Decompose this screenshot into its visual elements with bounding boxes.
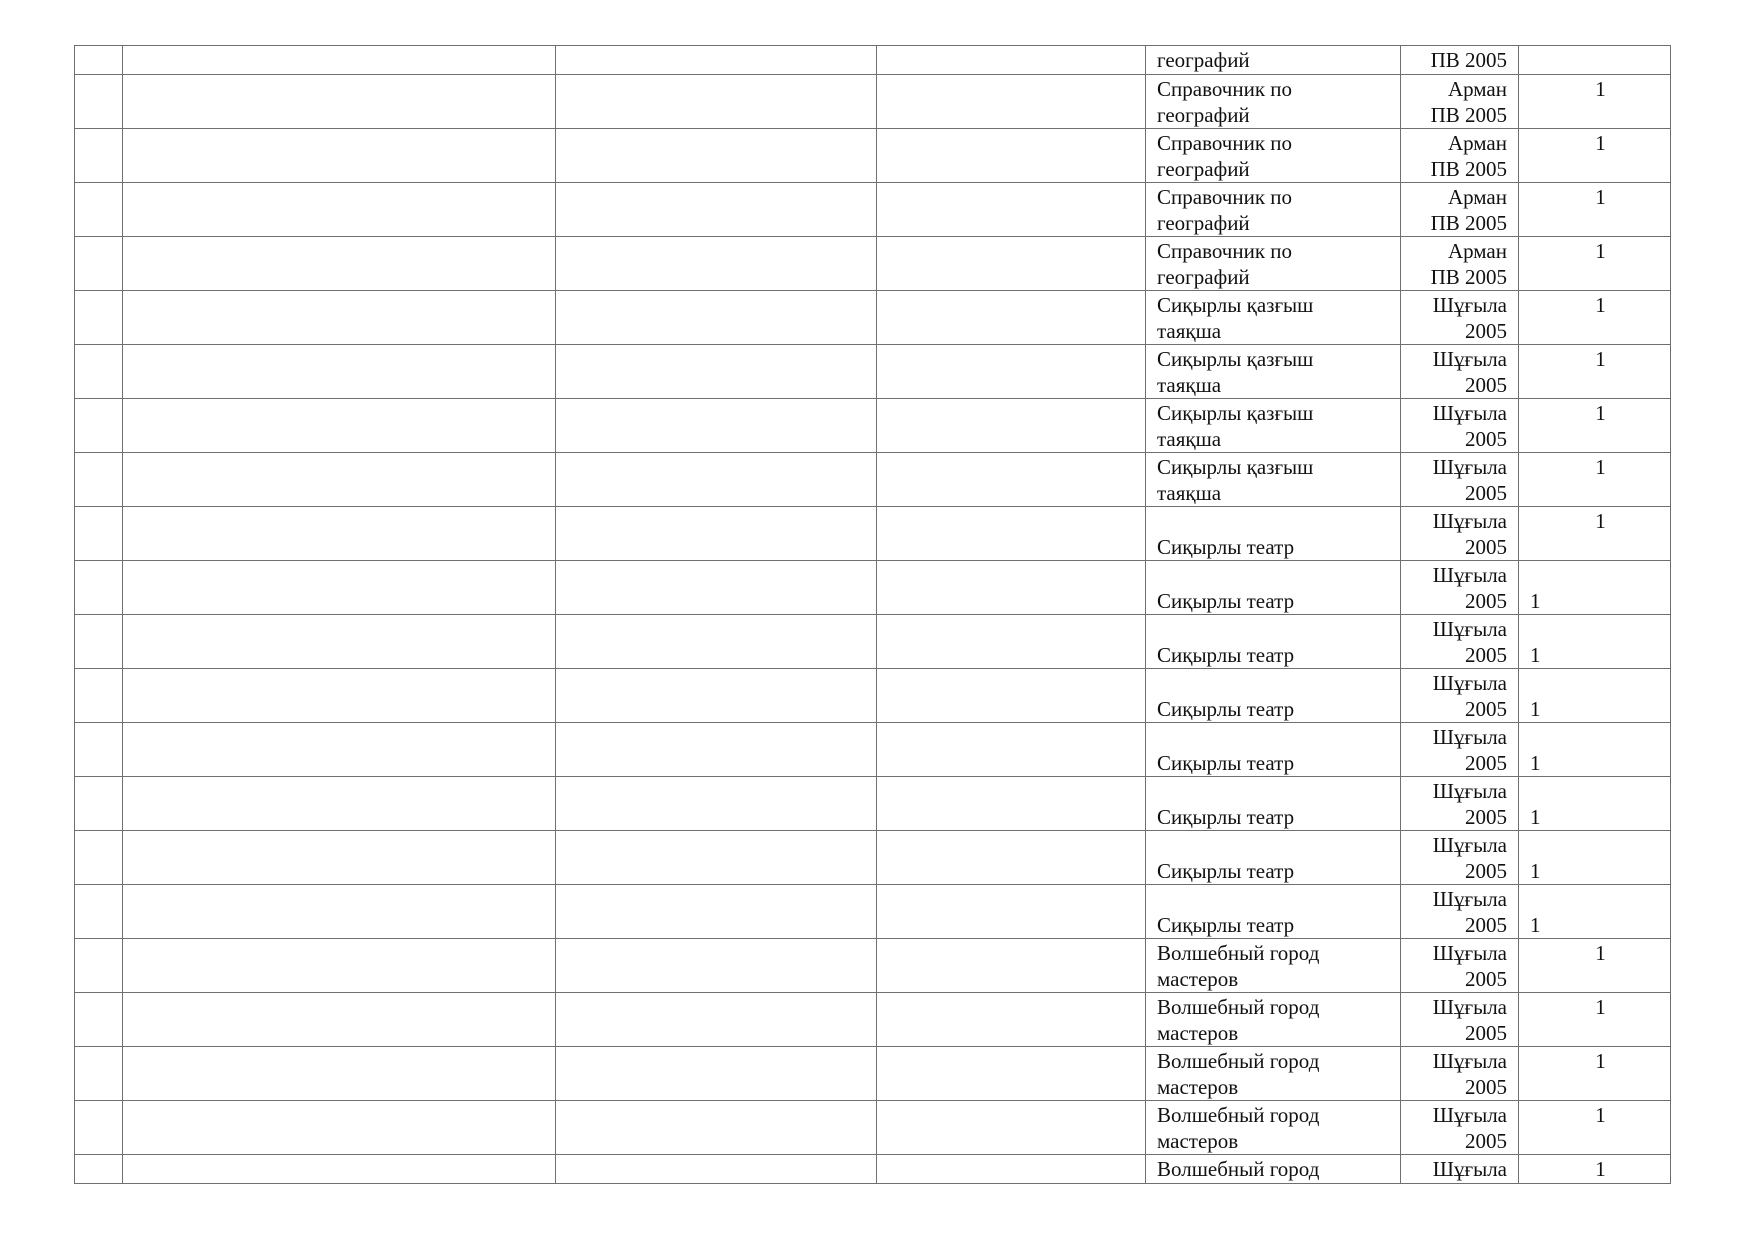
publisher-year-text: ПВ 2005 — [1430, 103, 1507, 127]
empty-cell-c — [556, 345, 877, 399]
quantity-cell — [1519, 1047, 1671, 1101]
quantity-text: 1 — [1595, 455, 1606, 479]
empty-cell-c — [556, 129, 877, 183]
publisher-year-cell — [1401, 453, 1519, 507]
number-cell — [75, 291, 123, 345]
table-row — [75, 615, 1671, 669]
publisher-year-cell — [1401, 75, 1519, 129]
number-cell — [75, 885, 123, 939]
publisher-year-cell — [1401, 1101, 1519, 1155]
publisher-year-cell — [1401, 723, 1519, 777]
table-row — [75, 291, 1671, 345]
quantity-cell — [1519, 46, 1671, 75]
empty-cell-c — [556, 723, 877, 777]
quantity-text: 1 — [1595, 239, 1606, 263]
title-text: географий — [1157, 265, 1250, 289]
empty-cell-b — [123, 561, 556, 615]
title-text: Справочник по — [1157, 239, 1293, 263]
quantity-cell — [1519, 615, 1671, 669]
quantity-text: 1 — [1595, 1103, 1606, 1127]
publisher-year-text: 2005 — [1465, 427, 1507, 451]
table-row — [75, 669, 1671, 723]
empty-cell-d — [877, 885, 1146, 939]
table-row — [75, 129, 1671, 183]
table-row — [75, 46, 1671, 75]
empty-cell-b — [123, 129, 556, 183]
number-cell — [75, 1155, 123, 1184]
title-cell — [1146, 129, 1401, 183]
quantity-text: 1 — [1530, 751, 1541, 775]
empty-cell-b — [123, 669, 556, 723]
number-cell — [75, 1101, 123, 1155]
empty-cell-b — [123, 399, 556, 453]
table-row — [75, 885, 1671, 939]
empty-cell-d — [877, 561, 1146, 615]
publisher-year-text: Шұғыла — [1432, 455, 1507, 479]
publisher-year-text: 2005 — [1465, 913, 1507, 937]
publisher-year-text: Арман — [1447, 185, 1507, 209]
empty-cell-c — [556, 615, 877, 669]
quantity-text: 1 — [1595, 347, 1606, 371]
empty-cell-d — [877, 129, 1146, 183]
publisher-year-cell — [1401, 183, 1519, 237]
table-row — [75, 1047, 1671, 1101]
number-cell — [75, 345, 123, 399]
empty-cell-c — [556, 939, 877, 993]
quantity-text: 1 — [1595, 995, 1606, 1019]
table-row — [75, 723, 1671, 777]
empty-cell-c — [556, 46, 877, 75]
title-text: мастеров — [1157, 967, 1239, 991]
publisher-year-text: Шұғыла — [1432, 887, 1507, 911]
quantity-text: 1 — [1530, 859, 1541, 883]
publisher-year-text: Шұғыла — [1432, 509, 1507, 533]
quantity-text: 1 — [1595, 941, 1606, 965]
title-text: Сиқырлы театр — [1157, 859, 1295, 883]
title-cell — [1146, 1047, 1401, 1101]
number-cell — [75, 507, 123, 561]
number-cell — [75, 399, 123, 453]
title-text: таяқша — [1157, 319, 1222, 343]
book-inventory-table — [74, 45, 1671, 1184]
publisher-year-text: Шұғыла — [1432, 1103, 1507, 1127]
quantity-cell — [1519, 993, 1671, 1047]
publisher-year-cell — [1401, 831, 1519, 885]
publisher-year-text: 2005 — [1465, 589, 1507, 613]
empty-cell-d — [877, 723, 1146, 777]
quantity-text: 1 — [1595, 1049, 1606, 1073]
quantity-cell — [1519, 507, 1671, 561]
table-row — [75, 453, 1671, 507]
table-row — [75, 939, 1671, 993]
number-cell — [75, 777, 123, 831]
empty-cell-d — [877, 669, 1146, 723]
publisher-year-text: Шұғыла — [1432, 347, 1507, 371]
empty-cell-b — [123, 615, 556, 669]
empty-cell-d — [877, 453, 1146, 507]
table-body — [75, 46, 1671, 1184]
title-cell — [1146, 831, 1401, 885]
empty-cell-c — [556, 75, 877, 129]
empty-cell-c — [556, 1047, 877, 1101]
quantity-cell — [1519, 1101, 1671, 1155]
publisher-year-text: Арман — [1447, 239, 1507, 263]
number-cell — [75, 723, 123, 777]
publisher-year-text: Шұғыла — [1432, 563, 1507, 587]
title-text: Сиқырлы театр — [1157, 589, 1295, 613]
publisher-year-text: 2005 — [1465, 967, 1507, 991]
empty-cell-d — [877, 237, 1146, 291]
number-cell — [75, 183, 123, 237]
quantity-cell — [1519, 183, 1671, 237]
empty-cell-c — [556, 885, 877, 939]
title-text: мастеров — [1157, 1021, 1239, 1045]
publisher-year-text: 2005 — [1465, 1021, 1507, 1045]
empty-cell-c — [556, 993, 877, 1047]
empty-cell-d — [877, 75, 1146, 129]
publisher-year-text: 2005 — [1465, 859, 1507, 883]
title-text: Справочник по — [1157, 77, 1293, 101]
title-cell — [1146, 723, 1401, 777]
title-text: Сиқырлы театр — [1157, 751, 1295, 775]
empty-cell-c — [556, 1155, 877, 1184]
title-cell — [1146, 345, 1401, 399]
table-row — [75, 345, 1671, 399]
empty-cell-b — [123, 237, 556, 291]
title-cell — [1146, 507, 1401, 561]
table-row — [75, 1155, 1671, 1184]
title-cell — [1146, 1101, 1401, 1155]
quantity-cell — [1519, 1155, 1671, 1184]
quantity-cell — [1519, 885, 1671, 939]
empty-cell-d — [877, 831, 1146, 885]
empty-cell-d — [877, 1101, 1146, 1155]
number-cell — [75, 75, 123, 129]
title-text: Волшебный город — [1157, 1103, 1320, 1127]
quantity-text: 1 — [1595, 131, 1606, 155]
title-cell — [1146, 183, 1401, 237]
publisher-year-cell — [1401, 939, 1519, 993]
quantity-text: 1 — [1530, 697, 1541, 721]
title-cell — [1146, 75, 1401, 129]
empty-cell-b — [123, 1047, 556, 1101]
empty-cell-c — [556, 561, 877, 615]
publisher-year-text: Шұғыла — [1432, 725, 1507, 749]
title-text: мастеров — [1157, 1075, 1239, 1099]
quantity-text: 1 — [1595, 1157, 1606, 1181]
quantity-text: 1 — [1595, 293, 1606, 317]
empty-cell-b — [123, 291, 556, 345]
empty-cell-d — [877, 939, 1146, 993]
publisher-year-text: Шұғыла — [1432, 1157, 1507, 1181]
quantity-text: 1 — [1595, 509, 1606, 533]
publisher-year-text: Арман — [1447, 77, 1507, 101]
empty-cell-d — [877, 507, 1146, 561]
title-cell — [1146, 561, 1401, 615]
publisher-year-text: ПВ 2005 — [1430, 48, 1507, 72]
publisher-year-text: Шұғыла — [1432, 401, 1507, 425]
title-cell — [1146, 453, 1401, 507]
publisher-year-cell — [1401, 669, 1519, 723]
number-cell — [75, 237, 123, 291]
publisher-year-cell — [1401, 291, 1519, 345]
title-text: Сиқырлы қазғыш — [1157, 293, 1314, 317]
empty-cell-c — [556, 453, 877, 507]
table-row — [75, 75, 1671, 129]
title-text: таяқша — [1157, 373, 1222, 397]
title-cell — [1146, 46, 1401, 75]
publisher-year-text: Арман — [1447, 131, 1507, 155]
empty-cell-d — [877, 46, 1146, 75]
empty-cell-c — [556, 1101, 877, 1155]
publisher-year-text: 2005 — [1465, 751, 1507, 775]
table-row — [75, 237, 1671, 291]
quantity-cell — [1519, 345, 1671, 399]
publisher-year-cell — [1401, 507, 1519, 561]
empty-cell-d — [877, 615, 1146, 669]
publisher-year-cell — [1401, 399, 1519, 453]
quantity-cell — [1519, 777, 1671, 831]
empty-cell-b — [123, 777, 556, 831]
empty-cell-b — [123, 183, 556, 237]
publisher-year-text: Шұғыла — [1432, 995, 1507, 1019]
table-row — [75, 399, 1671, 453]
empty-cell-d — [877, 777, 1146, 831]
title-text: географий — [1157, 103, 1250, 127]
number-cell — [75, 453, 123, 507]
quantity-cell — [1519, 939, 1671, 993]
title-cell — [1146, 291, 1401, 345]
title-text: таяқша — [1157, 427, 1222, 451]
title-text: географий — [1157, 48, 1250, 72]
title-cell — [1146, 669, 1401, 723]
number-cell — [75, 939, 123, 993]
quantity-text: 1 — [1595, 77, 1606, 101]
empty-cell-d — [877, 1155, 1146, 1184]
title-text: Справочник по — [1157, 131, 1293, 155]
quantity-text: 1 — [1595, 401, 1606, 425]
table-row — [75, 777, 1671, 831]
quantity-cell — [1519, 561, 1671, 615]
title-cell — [1146, 399, 1401, 453]
quantity-cell — [1519, 75, 1671, 129]
quantity-cell — [1519, 831, 1671, 885]
empty-cell-c — [556, 291, 877, 345]
title-text: Сиқырлы қазғыш — [1157, 347, 1314, 371]
title-text: Сиқырлы театр — [1157, 697, 1295, 721]
empty-cell-c — [556, 831, 877, 885]
empty-cell-b — [123, 453, 556, 507]
publisher-year-cell — [1401, 46, 1519, 75]
empty-cell-c — [556, 399, 877, 453]
title-text: Волшебный город — [1157, 1157, 1320, 1181]
empty-cell-b — [123, 46, 556, 75]
publisher-year-text: 2005 — [1465, 535, 1507, 559]
title-cell — [1146, 615, 1401, 669]
publisher-year-text: Шұғыла — [1432, 617, 1507, 641]
title-text: Волшебный город — [1157, 995, 1320, 1019]
title-text: географий — [1157, 157, 1250, 181]
publisher-year-cell — [1401, 345, 1519, 399]
quantity-text: 1 — [1595, 185, 1606, 209]
title-text: географий — [1157, 211, 1250, 235]
title-text: мастеров — [1157, 1129, 1239, 1153]
publisher-year-text: Шұғыла — [1432, 779, 1507, 803]
title-text: Справочник по — [1157, 185, 1293, 209]
number-cell — [75, 561, 123, 615]
publisher-year-text: 2005 — [1465, 697, 1507, 721]
empty-cell-b — [123, 507, 556, 561]
number-cell — [75, 615, 123, 669]
table-row — [75, 993, 1671, 1047]
number-cell — [75, 993, 123, 1047]
number-cell — [75, 831, 123, 885]
quantity-cell — [1519, 723, 1671, 777]
publisher-year-cell — [1401, 1047, 1519, 1101]
publisher-year-cell — [1401, 129, 1519, 183]
title-text: Сиқырлы театр — [1157, 535, 1295, 559]
empty-cell-b — [123, 885, 556, 939]
empty-cell-b — [123, 831, 556, 885]
empty-cell-c — [556, 237, 877, 291]
empty-cell-b — [123, 723, 556, 777]
publisher-year-cell — [1401, 615, 1519, 669]
publisher-year-cell — [1401, 237, 1519, 291]
table-row — [75, 831, 1671, 885]
empty-cell-d — [877, 1047, 1146, 1101]
quantity-cell — [1519, 669, 1671, 723]
empty-cell-d — [877, 399, 1146, 453]
empty-cell-b — [123, 75, 556, 129]
publisher-year-cell — [1401, 777, 1519, 831]
title-cell — [1146, 777, 1401, 831]
empty-cell-b — [123, 345, 556, 399]
table-row — [75, 561, 1671, 615]
title-text: Сиқырлы театр — [1157, 913, 1295, 937]
quantity-text: 1 — [1530, 643, 1541, 667]
publisher-year-text: Шұғыла — [1432, 293, 1507, 317]
publisher-year-text: ПВ 2005 — [1430, 157, 1507, 181]
quantity-cell — [1519, 291, 1671, 345]
empty-cell-b — [123, 939, 556, 993]
quantity-text: 1 — [1530, 589, 1541, 613]
quantity-cell — [1519, 399, 1671, 453]
title-cell — [1146, 885, 1401, 939]
publisher-year-cell — [1401, 993, 1519, 1047]
publisher-year-cell — [1401, 885, 1519, 939]
publisher-year-text: ПВ 2005 — [1430, 211, 1507, 235]
publisher-year-cell — [1401, 561, 1519, 615]
empty-cell-d — [877, 183, 1146, 237]
quantity-text: 1 — [1530, 913, 1541, 937]
title-text: таяқша — [1157, 481, 1222, 505]
title-cell — [1146, 1155, 1401, 1184]
publisher-year-text: 2005 — [1465, 1129, 1507, 1153]
quantity-text: 1 — [1530, 805, 1541, 829]
number-cell — [75, 669, 123, 723]
empty-cell-b — [123, 993, 556, 1047]
empty-cell-b — [123, 1101, 556, 1155]
table-row — [75, 183, 1671, 237]
publisher-year-text: Шұғыла — [1432, 1049, 1507, 1073]
publisher-year-text: Шұғыла — [1432, 941, 1507, 965]
number-cell — [75, 46, 123, 75]
title-text: Волшебный город — [1157, 1049, 1320, 1073]
empty-cell-c — [556, 777, 877, 831]
title-text: Сиқырлы театр — [1157, 805, 1295, 829]
title-text: Сиқырлы театр — [1157, 643, 1295, 667]
publisher-year-text: 2005 — [1465, 319, 1507, 343]
title-text: Волшебный город — [1157, 941, 1320, 965]
table-row — [75, 507, 1671, 561]
number-cell — [75, 129, 123, 183]
title-cell — [1146, 939, 1401, 993]
publisher-year-cell — [1401, 1155, 1519, 1184]
empty-cell-c — [556, 669, 877, 723]
number-cell — [75, 1047, 123, 1101]
publisher-year-text: 2005 — [1465, 643, 1507, 667]
title-text: Сиқырлы қазғыш — [1157, 455, 1314, 479]
publisher-year-text: 2005 — [1465, 1075, 1507, 1099]
empty-cell-d — [877, 993, 1146, 1047]
empty-cell-b — [123, 1155, 556, 1184]
quantity-cell — [1519, 453, 1671, 507]
publisher-year-text: ПВ 2005 — [1430, 265, 1507, 289]
quantity-cell — [1519, 129, 1671, 183]
publisher-year-text: 2005 — [1465, 805, 1507, 829]
title-text: Сиқырлы қазғыш — [1157, 401, 1314, 425]
empty-cell-d — [877, 291, 1146, 345]
table-row — [75, 1101, 1671, 1155]
empty-cell-c — [556, 183, 877, 237]
title-cell — [1146, 237, 1401, 291]
quantity-cell — [1519, 237, 1671, 291]
publisher-year-text: 2005 — [1465, 373, 1507, 397]
publisher-year-text: 2005 — [1465, 481, 1507, 505]
title-cell — [1146, 993, 1401, 1047]
empty-cell-d — [877, 345, 1146, 399]
empty-cell-c — [556, 507, 877, 561]
publisher-year-text: Шұғыла — [1432, 833, 1507, 857]
publisher-year-text: Шұғыла — [1432, 671, 1507, 695]
